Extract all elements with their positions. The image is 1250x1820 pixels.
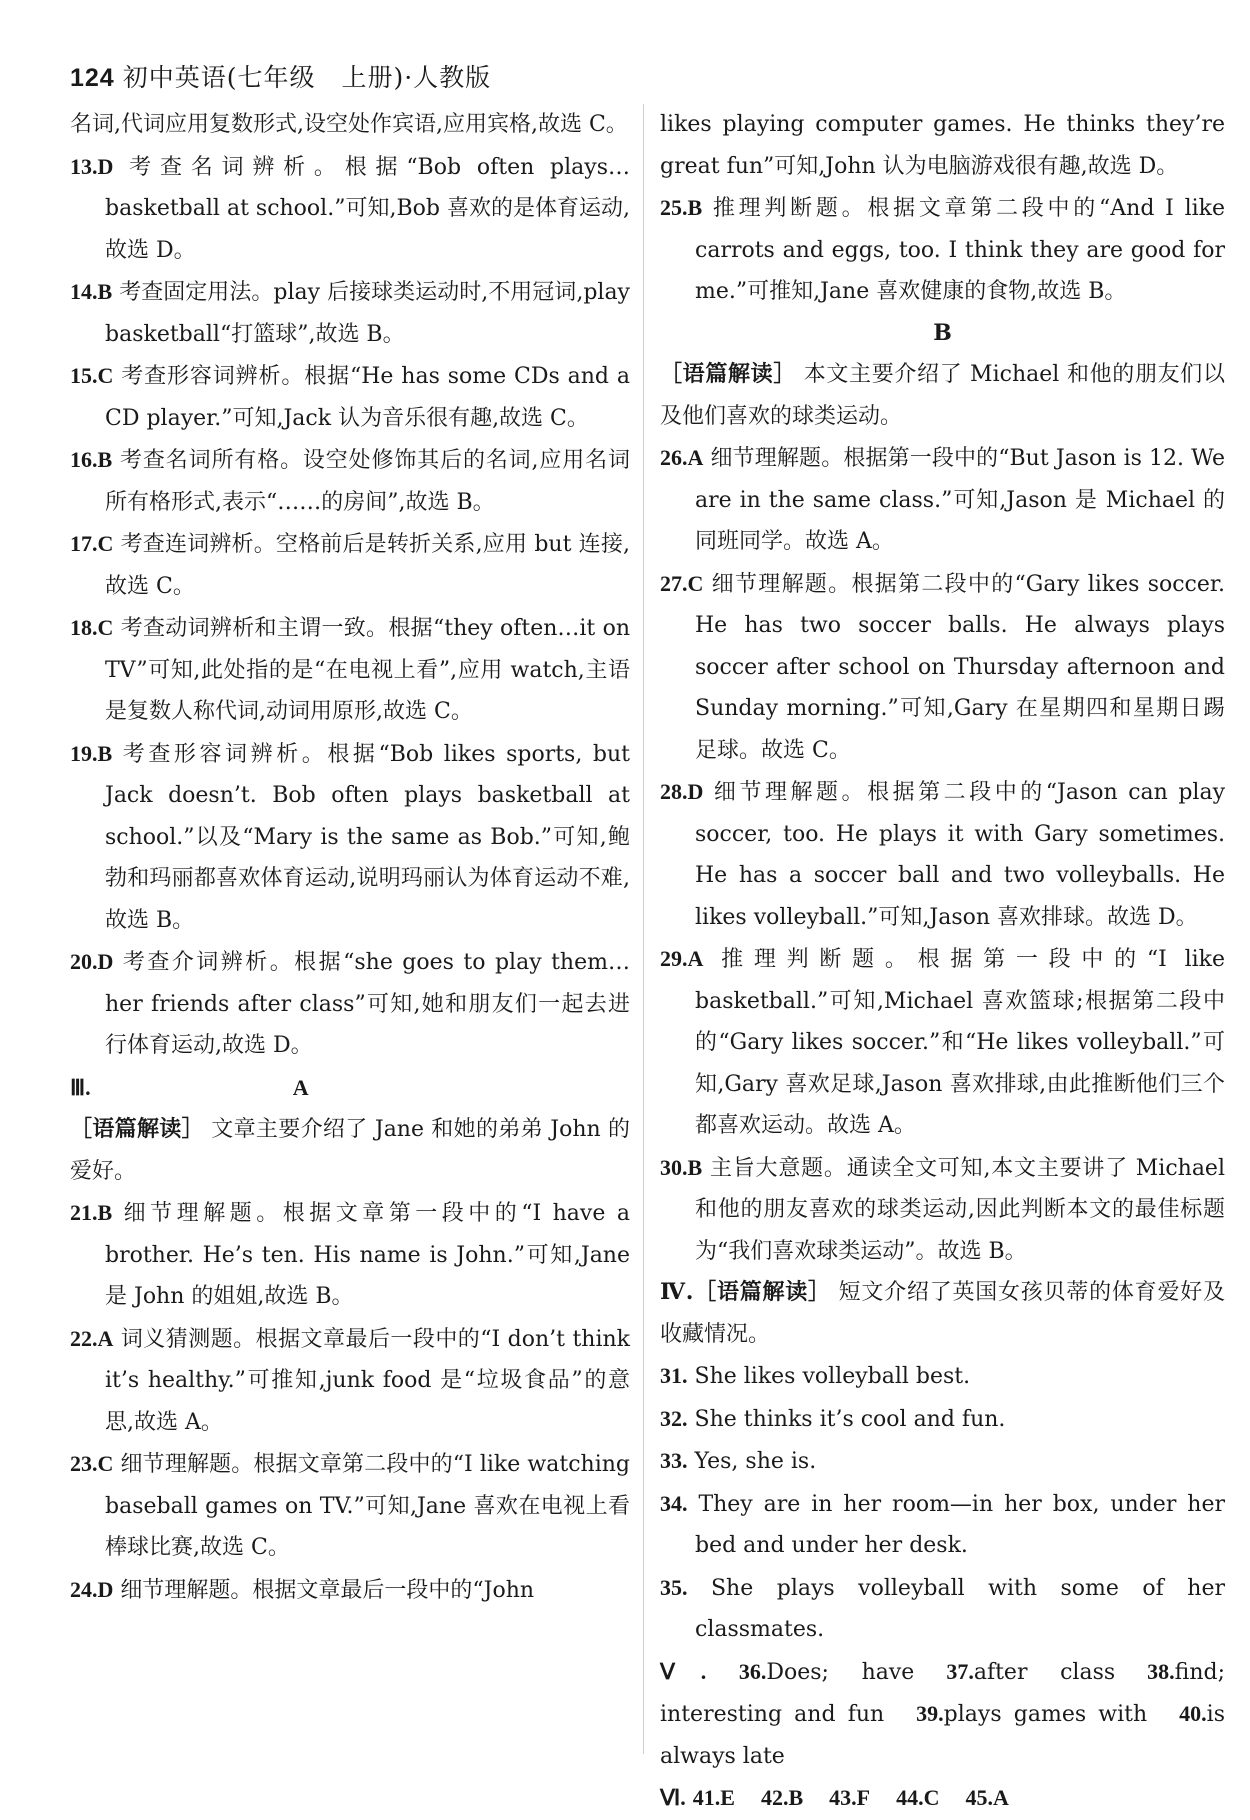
answer-explanation: 细节理解题。根据第一段中的“But Jason is 12. We are in the same class.”可知,Jason 是 Michael 的同班同学。故选 A。 — [695, 446, 1225, 554]
answer-item — [660, 187, 1225, 313]
answer-number: 20.D — [70, 949, 114, 974]
answer-number: 38. — [1147, 1658, 1175, 1684]
answer-number: 14.B — [70, 279, 113, 304]
fill-answer — [946, 1660, 1129, 1685]
answer-explanation: 细节理解题。根据第二段中的“Jason can play soccer, too. He plays it with Gary sometimes. He has a soccer ball and two volleyballs. He likes volleyball.”可知,Jason 喜欢排球。故选 D。 — [695, 780, 1225, 930]
answer-number: 16.B — [70, 447, 113, 472]
answer-number: 28.D — [660, 779, 704, 804]
column-divider — [643, 104, 644, 1754]
answer-number: 17.C — [70, 531, 114, 556]
answer-number: 39. — [916, 1701, 944, 1726]
answer-item — [660, 1483, 1225, 1567]
answer-number: 15.C — [70, 363, 114, 388]
answer-item — [70, 355, 630, 439]
answer-explanation: 细节理解题。根据文章第一段中的“I have a brother. He’s ten. His name is John.”可知,Jane 是 John 的姐姐,故选 B。 — [105, 1201, 630, 1309]
answer-text: Does; have — [766, 1659, 915, 1685]
answer-explanation: She thinks it’s cool and fun. — [687, 1406, 1006, 1432]
answer-number: 32. — [660, 1405, 688, 1431]
answer-item — [70, 1443, 630, 1569]
answer-item — [660, 1398, 1225, 1441]
section-6-list — [693, 1786, 1035, 1811]
answer-explanation: 推理判断题。根据文章第二段中的“And I like carrots and eggs, too. I think they are good for me.”可推知,Jane 喜欢健康的食物,故选 B。 — [695, 196, 1225, 304]
section-5-label: Ⅴ. — [660, 1658, 707, 1684]
answer-explanation: 细节理解题。根据第二段中的“Gary likes soccer. He has two soccer balls. He always plays soccer after school on Thursday afternoon and Sunday morning.”可知,Gary 在星期四和星期日踢足球。故选 C。 — [695, 571, 1225, 763]
answer-explanation: 细节理解题。根据文章最后一段中的“John — [113, 1577, 535, 1603]
answer-explanation: 主旨大意题。通读全文可知,本文主要讲了 Michael 和他的朋友喜欢的球类运动,因此判断本文的最佳标题为“我们喜欢球类运动”。故选 B。 — [695, 1155, 1225, 1264]
answer-item — [660, 1440, 1225, 1483]
answer-number: 40. — [1179, 1701, 1207, 1726]
choice-answer: 44.C — [896, 1785, 940, 1810]
answer-item — [660, 563, 1225, 772]
answer-number: 25.B — [660, 195, 703, 220]
section-5-list — [660, 1660, 1225, 1769]
answer-item — [70, 523, 630, 607]
answer-text: find; interesting and fun — [660, 1659, 1225, 1727]
answer-explanation: 考查名词所有格。设空处修饰其后的名词,应用名词所有格形式,表示“……的房间”,故选 B。 — [105, 448, 630, 515]
answer-explanation: 词义猜测题。根据文章最后一段中的“I don’t think it’s healthy.”可推知,junk food 是“垃圾食品”的意思,故选 A。 — [105, 1326, 630, 1435]
answer-item — [70, 1569, 630, 1612]
section-6-answers — [660, 1777, 1225, 1820]
answer-number: 30.B — [660, 1154, 703, 1180]
answer-explanation: 考查动词辨析和主谓一致。根据“they often…it on TV”可知,此处指的是“在电视上看”,应用 watch,主语是复数人称代词,动词用原形,故选 C。 — [105, 616, 630, 724]
answer-number: 27.C — [660, 570, 704, 596]
answer-explanation: They are in her room—in her box, under her bed and under her desk. — [687, 1491, 1225, 1558]
summary-text: 本文主要介绍了 Michael 和他的朋友们以及他们喜欢的球类运动。 — [660, 362, 1225, 429]
passage-letter: B — [933, 319, 952, 346]
answer-number: 26.A — [660, 445, 704, 470]
passage-summary — [70, 1109, 630, 1192]
choice-answer: 43.F — [829, 1785, 871, 1810]
section-number: Ⅲ. — [70, 1074, 91, 1100]
answer-number: 24.D — [70, 1576, 114, 1602]
answer-number: 34. — [660, 1490, 688, 1516]
answer-explanation: 考查连词辨析。空格前后是转折关系,应用 but 连接,故选 C。 — [105, 532, 630, 599]
answer-explanation: 推理判断题。根据第一段中的“I like basketball.”可知,Michael 喜欢篮球;根据第二段中的“Gary likes soccer.”和“He likes volleyball.”可知,Gary 喜欢足球,Jason 喜欢排球,由此推断他们三个都喜欢运动。故选 A。 — [695, 947, 1225, 1138]
passage-summary — [660, 1272, 1225, 1355]
answer-number: 36. — [738, 1658, 767, 1684]
answer-number: 19.B — [70, 740, 113, 766]
answer-item — [660, 938, 1225, 1147]
answer-item — [70, 271, 630, 355]
answer-text: plays games with — [943, 1702, 1148, 1727]
left-column — [70, 104, 630, 1611]
summary-tag: Ⅳ.［语篇解读］ — [660, 1279, 831, 1305]
answer-number: 23.C — [70, 1451, 114, 1476]
left-continued-text: 名词,代词应用复数形式,设空处作宾语,应用宾格,故选 C。 — [70, 112, 628, 137]
answer-explanation: She plays volleyball with some of her classmates. — [687, 1575, 1225, 1642]
answer-number: 29.A — [660, 946, 704, 971]
answer-explanation: 考查固定用法。play 后接球类运动时,不用冠词,play basketball“打篮球”,故选 B。 — [105, 280, 630, 347]
answer-number: 22.A — [70, 1325, 114, 1351]
right-continued-text: likes playing computer games. He thinks they’re great fun”可知,John 认为电脑游戏很有趣,故选 D。 — [660, 112, 1225, 179]
answer-item — [660, 1567, 1225, 1651]
answer-number: 31. — [660, 1363, 688, 1388]
right-items — [660, 104, 1225, 1651]
answer-item — [70, 439, 630, 523]
answer-number: 35. — [660, 1574, 688, 1600]
answer-item — [70, 941, 630, 1067]
page-number: 124 — [70, 64, 115, 92]
choice-answer: 45.A — [965, 1785, 1009, 1810]
choice-answer: 41.E — [692, 1785, 735, 1810]
answer-text: after class — [973, 1659, 1116, 1685]
fill-answer — [916, 1702, 1161, 1727]
answer-explanation: 细节理解题。根据文章第二段中的“I like watching baseball games on TV.”可知,Jane 喜欢在电视上看棒球比赛,故选 C。 — [105, 1452, 630, 1560]
answer-explanation: 考查介词辨析。根据“she goes to play them… her friends after class”可知,她和朋友们一起去进行体育运动,故选 D。 — [105, 950, 630, 1058]
passage-summary — [660, 354, 1225, 437]
answer-item — [70, 1192, 630, 1318]
summary-text: 文章主要介绍了 Jane 和她的弟弟 John 的爱好。 — [70, 1117, 630, 1184]
answer-number: 18.C — [70, 615, 114, 640]
answer-item — [660, 1147, 1225, 1273]
answer-item — [70, 146, 630, 272]
answer-item — [660, 771, 1225, 938]
fill-answer — [739, 1660, 928, 1685]
answer-explanation: 考查形容词辨析。根据“He has some CDs and a CD player.”可知,Jack 认为音乐很有趣,故选 C。 — [105, 364, 630, 431]
section-6-label: Ⅵ. — [660, 1785, 686, 1810]
summary-text: 短文介绍了英国女孩贝蒂的体育爱好及收藏情况。 — [660, 1280, 1225, 1347]
answer-explanation: She likes volleyball best. — [687, 1364, 971, 1389]
answer-text: is always late — [660, 1702, 1225, 1769]
answer-explanation: Yes, she is. — [687, 1449, 817, 1474]
summary-tag: ［语篇解读］ — [70, 1116, 204, 1142]
answer-item — [70, 733, 630, 942]
answer-explanation: 考查形容词辨析。根据“Bob likes sports, but Jack doesn’t. Bob often plays basketball at school.”以及“Mary is the same as Bob.”可知,鲍勃和玛丽都喜欢体育运动,说明玛丽认为体育运动不难,故选 B。 — [105, 741, 630, 933]
section-heading — [70, 1067, 630, 1110]
choice-answer: 42.B — [760, 1785, 804, 1810]
answer-item — [70, 607, 630, 733]
answer-explanation: 考查名词辨析。根据“Bob often plays… basketball at school.”可知,Bob 喜欢的是体育运动,故选 D。 — [105, 154, 630, 263]
page-header — [70, 58, 491, 94]
answer-number: 21.B — [70, 1200, 113, 1225]
passage-letter: A — [292, 1074, 309, 1100]
answer-number: 33. — [660, 1448, 688, 1473]
answer-item — [660, 1355, 1225, 1398]
answer-item — [70, 1318, 630, 1444]
answer-number: 37. — [946, 1658, 974, 1684]
summary-tag: ［语篇解读］ — [660, 361, 797, 387]
answer-number: 13.D — [70, 153, 114, 179]
right-column — [660, 104, 1225, 1820]
section-5-answers — [660, 1651, 1225, 1778]
answer-item — [660, 437, 1225, 563]
book-title: 初中英语(七年级 上册)·人教版 — [122, 63, 492, 92]
